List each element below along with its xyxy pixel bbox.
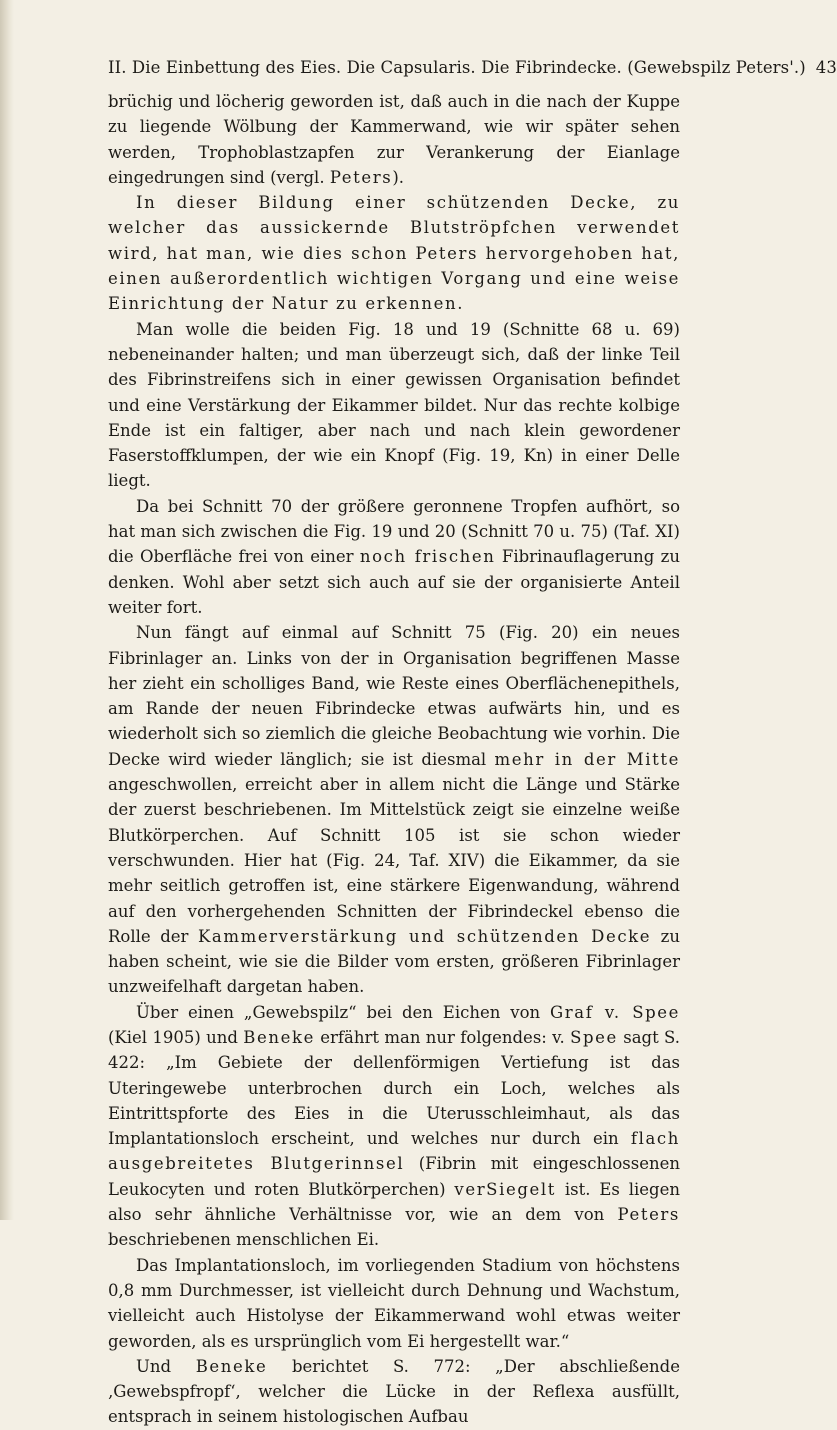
paragraph-7 (108, 1253, 680, 1354)
text-run: Fibrinauflagerung zu denken. Wohl aber setzt sich auch auf sie der organisierte Anteil weiter fort. (108, 547, 680, 617)
text-run: (Kiel 1905) und (108, 1027, 244, 1047)
paragraph-6 (108, 1000, 680, 1253)
paragraph-4 (108, 494, 680, 620)
text-run: beschriebenen menschlichen Ei. (108, 1230, 380, 1250)
text-run: Das Implantationsloch, im vorliegenden Stadium von höchstens 0,8 mm Durchmesser, ist vielleicht durch Dehnung und Wachstum, vielleicht auch Histolyse der Eikammerwand wohl etwas weiter geworden, als es ursprünglich vom Ei hergestellt war.“ (108, 1255, 680, 1351)
text-run: ). (392, 167, 404, 187)
spaced-text-run: Peters (617, 1205, 680, 1225)
spaced-text-run: Kammerverstärkung und schützenden Decke (197, 926, 652, 946)
text-run: angeschwollen, erreicht aber in allem nicht die Länge und Stärke der zuerst beschriebenen. Im Mittelstück zeigt sie einzelne weiße Blutkörperchen. Auf Schnitt 105 ist sie schon wieder verschwunden. Hier hat (Fig. 24, Taf. XIV) die Eikammer, da sie mehr seitlich getroffen ist, eine stärkere Eigenwandung, während auf den vorhergehenden Schnitten der Fibrindeckel ebenso die Rolle der (108, 775, 680, 946)
spaced-text-run: Beneke (195, 1356, 268, 1376)
book-page (108, 58, 837, 1430)
spaced-text-run: mehr in der Mitte (494, 749, 680, 769)
text-run: zu haben scheint, wie sie die Bilder vom ersten, größeren Fibrinlager unzweifelhaft dargetan haben. (108, 926, 680, 997)
text-run: Man wolle die beiden Fig. 18 und 19 (Schnitte 68 u. 69) nebeneinander halten; und man überzeugt sich, daß der linke Teil des Fibrinstreifens sich in einer gewissen Organisation befindet und eine Verstärkung der Eikammer bildet. Nur das rechte kolbige Ende ist ein faltiger, aber nach und nach klein gewordener Faserstoffklumpen, der wie ein Knopf (Fig. 19, Kn) in einer Delle liegt. (108, 319, 680, 491)
running-head (108, 58, 837, 77)
text-run: (Fibrin mit eingeschlossenen Leukocyten und roten Blutkörperchen) (108, 1154, 680, 1199)
text-run: brüchig und löcherig geworden ist, daß auch in die nach der Kuppe zu liegende Wölbung der Kammerwand, wie wir später sehen werden, Trophoblastzapfen zur Verankerung der Eianlage eingedrungen sind (vergl. (108, 92, 680, 187)
spaced-text-run: Beneke (243, 1027, 315, 1047)
paragraph-8 (108, 1354, 680, 1430)
text-run: sagt S. 422: „Im Gebiete der dellenförmigen Vertiefung ist das Uteringewebe unterbrochen durch ein Loch, welches als Eintrittspforte des Eies in die Uterusschleimhaut, als das Implantationsloch erscheint, und welches nur durch ein (108, 1027, 681, 1149)
spaced-text-run: verSiegelt (454, 1179, 556, 1199)
spaced-text-run: flach ausgebreitetes Blutgerinnsel (108, 1129, 680, 1174)
paragraph-1 (108, 89, 680, 190)
text-run: Über einen „Gewebspilz“ bei den Eichen von (136, 1002, 551, 1022)
body-text (108, 89, 680, 1430)
paragraph-3 (108, 317, 680, 494)
text-run: erfährt man nur folgendes: v. (314, 1027, 571, 1047)
text-run: Nun fängt auf einmal auf Schnitt 75 (Fig. 20) ein neues Fibrinlager an. Links von der in Organisation begriffenen Masse her zieht ein scholliges Band, wie Reste eines Oberflächenepithels, am Rande der neuen Fibrindecke etwas aufwärts hin, und es wiederholt sich so ziemlich die gleiche Beobachtung wie vorhin. Die Decke wird wieder länglich; sie ist diesmal (108, 623, 680, 769)
paragraph-2 (108, 190, 680, 316)
text-run: berichtet S. 772: „Der abschließende ‚Gewebspfropf‘, welcher die Lücke in der Reflexa ausfüllt, entsprach in seinem histologischen Aufbau (108, 1356, 680, 1427)
spaced-text-run: Peters (329, 167, 393, 187)
binding-edge (0, 0, 14, 1220)
spaced-text-run: Spee (570, 1027, 618, 1047)
paragraph-5 (108, 620, 680, 999)
spaced-text-run: In dieser Bildung einer schützenden Decke, zu welcher das aussickernde Blutströpfchen verwendet wird, hat man, wie dies schon Peters hervorgehoben hat, einen außerordentlich wichtigen Vorgang und eine weise Einrichtung der Natur zu erkennen. (108, 193, 680, 314)
text-run: ist. Es liegen also sehr ähnliche Verhältnisse vor, wie an dem von (108, 1179, 680, 1225)
text-run: Und (136, 1356, 196, 1376)
text-run: Da bei Schnitt 70 der größere geronnene Tropfen aufhört, so hat man sich zwischen die Fig. 19 und 20 (Schnitt 70 u. 75) (Taf. XI) die Oberfläche frei von einer (108, 496, 680, 567)
spaced-text-run: noch frischen (359, 547, 496, 567)
page-number: 43 (815, 58, 837, 77)
chapter-heading: II. Die Einbettung des Eies. Die Capsularis. Die Fibrindecke. (Gewebspilz Peters'.) (108, 58, 806, 77)
spaced-text-run: Graf v. Spee (550, 1002, 680, 1022)
